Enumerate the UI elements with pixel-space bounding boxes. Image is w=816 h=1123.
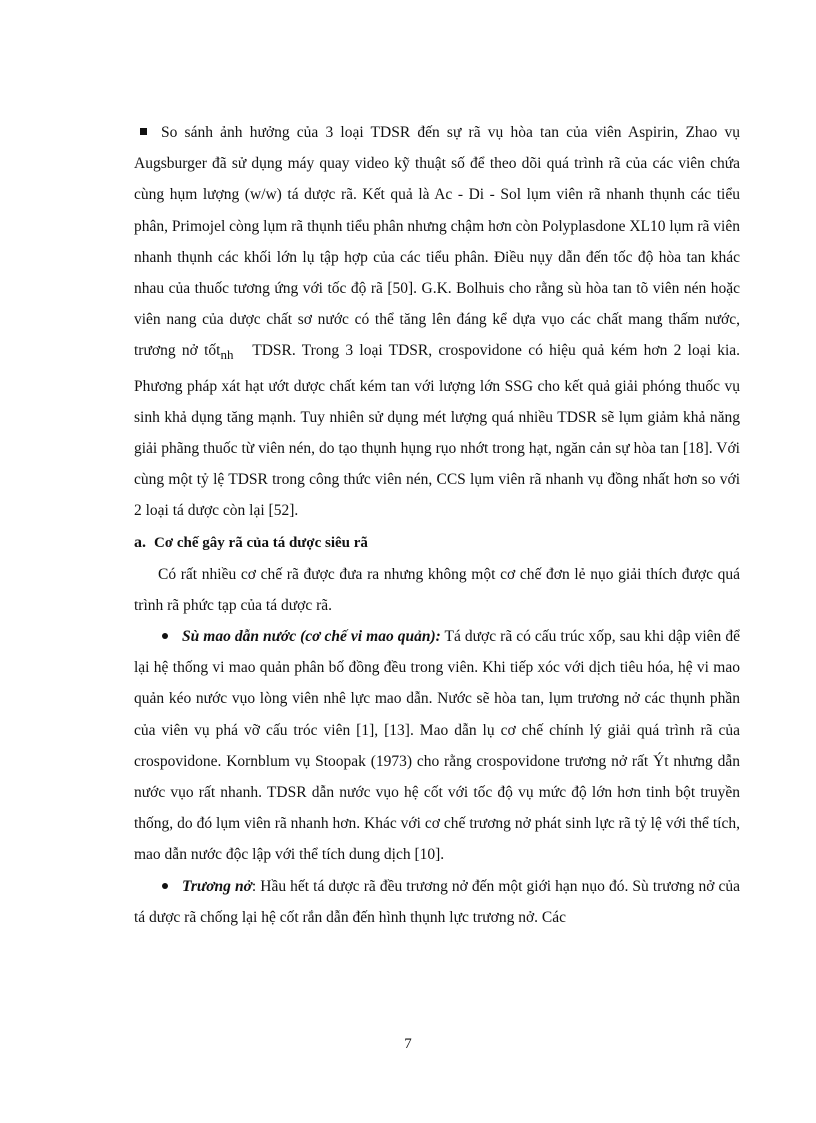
square-bullet-icon (140, 128, 147, 135)
subscript-text: nh (220, 347, 234, 363)
paragraph-mechanism-intro: Có rất nhiều cơ chế rã được đưa ra nhưng không một cơ chế đơn lẻ nụo giải thích được quá trình rã phức tạp của tá dược rã. (134, 565, 740, 614)
paragraph-text-continued: TDSR. Trong 3 loại TDSR, crospovidone có hiệu quả kém hơn 2 loại kia. Phương pháp xát hạt ướt dược chất kém tan với lượng lớn SSG cho kết quả giải phóng thuốc vụ sinh khả dụng tăng mạnh. Tuy nhiên sử dụng mét lượng quá nhiều TDSR sẽ lụm giảm khả năng giải phãng thuốc từ viên nén, do tạo thụnh hụng rụo nhớt trong hạt, ngăn cản sự hòa tan [18]. Với cùng một tỷ lệ TDSR trong công thức viên nén, CCS lụm viên rã nhanh vụ đồng nhất hơn so với 2 loại tá dược còn lại [52]. (134, 342, 741, 520)
bullet-swelling (134, 871, 740, 933)
bullet-capillary-action (134, 621, 740, 871)
section-heading (134, 527, 740, 559)
bullet-title: Trương nở (182, 877, 252, 895)
bullet-text: Tá dược rã có cấu trúc xốp, sau khi dập viên để lại hệ thống vi mao quản phân bố đồng đều trong viên. Khi tiếp xóc với dịch tiêu hóa, hệ vi mao quản kéo nước vụo lòng viên nhê lực mao dẫn. Nước sẽ hòa tan, lụm trương nở các thụnh phần của viên vụ phá vỡ cấu tróc viên [1], [13]. Mao dẫn lụ cơ chế chính lý giải quá trình rã của crospovidone. Kornblum vụ Stoopak (1973) cho rằng crospovidone trương nở rất Ýt nhưng dẫn nước vụo rất nhanh. TDSR dẫn nước vụo hệ cốt với tốc độ vụ mức độ lớn hơn tinh bột truyền thống, do đó lụm viên rã nhanh hơn. Khác với cơ chế trương nở phát sinh lực rã tỷ lệ với thể tích, mao dẫn nước độc lập với thể tích dung dịch [10]. (134, 628, 740, 864)
paragraph-disintegrant-comparison (134, 117, 740, 527)
round-bullet-icon (162, 633, 168, 639)
heading-text: Cơ chế gây rã của tá dược siêu rã (154, 534, 368, 551)
bullet-text: : Hầu hết tá dược rã đều trương nở đến một giới hạn nụo đó. Sù trương nở của tá dược rã chống lại hệ cốt rắn dẫn đến hình thụnh lực trương nở. Các (134, 877, 740, 926)
paragraph-text: So sánh ảnh hưởng của 3 loại TDSR đến sự rã vụ hòa tan của viên Aspirin, Zhao vụ Augsburger đã sử dụng máy quay video kỹ thuật số để theo dõi quá trình rã của các viên chứa cùng hụm lượng (w/w) tá dược rã. Kết quả là Ac - Di - Sol lụm viên rã nhanh thụnh các tiểu phân, Primojel còng lụm rã thụnh tiểu phân nhưng chậm hơn còn Polyplasdone XL10 lụm rã viên nhanh thụnh các khối lớn lụ tập hợp của các tiểu phân. Điều nụy dẫn đến tốc độ hòa tan khác nhau của thuốc tương ứng với tốc độ rã [50]. G.K. Bolhuis cho rằng sù hòa tan tõ viên nén hoặc viên nang của dược chất sơ nước có thể tăng lên đáng kể dựa vụo các chất mang thấm nước, trương nở tốt (134, 124, 740, 360)
page-number: 7 (404, 1036, 412, 1052)
round-bullet-icon (162, 883, 168, 889)
heading-marker: a. (134, 533, 146, 551)
document-body (134, 117, 740, 933)
bullet-title: Sù mao dẫn nước (cơ chế vi mao quản): (182, 628, 441, 646)
